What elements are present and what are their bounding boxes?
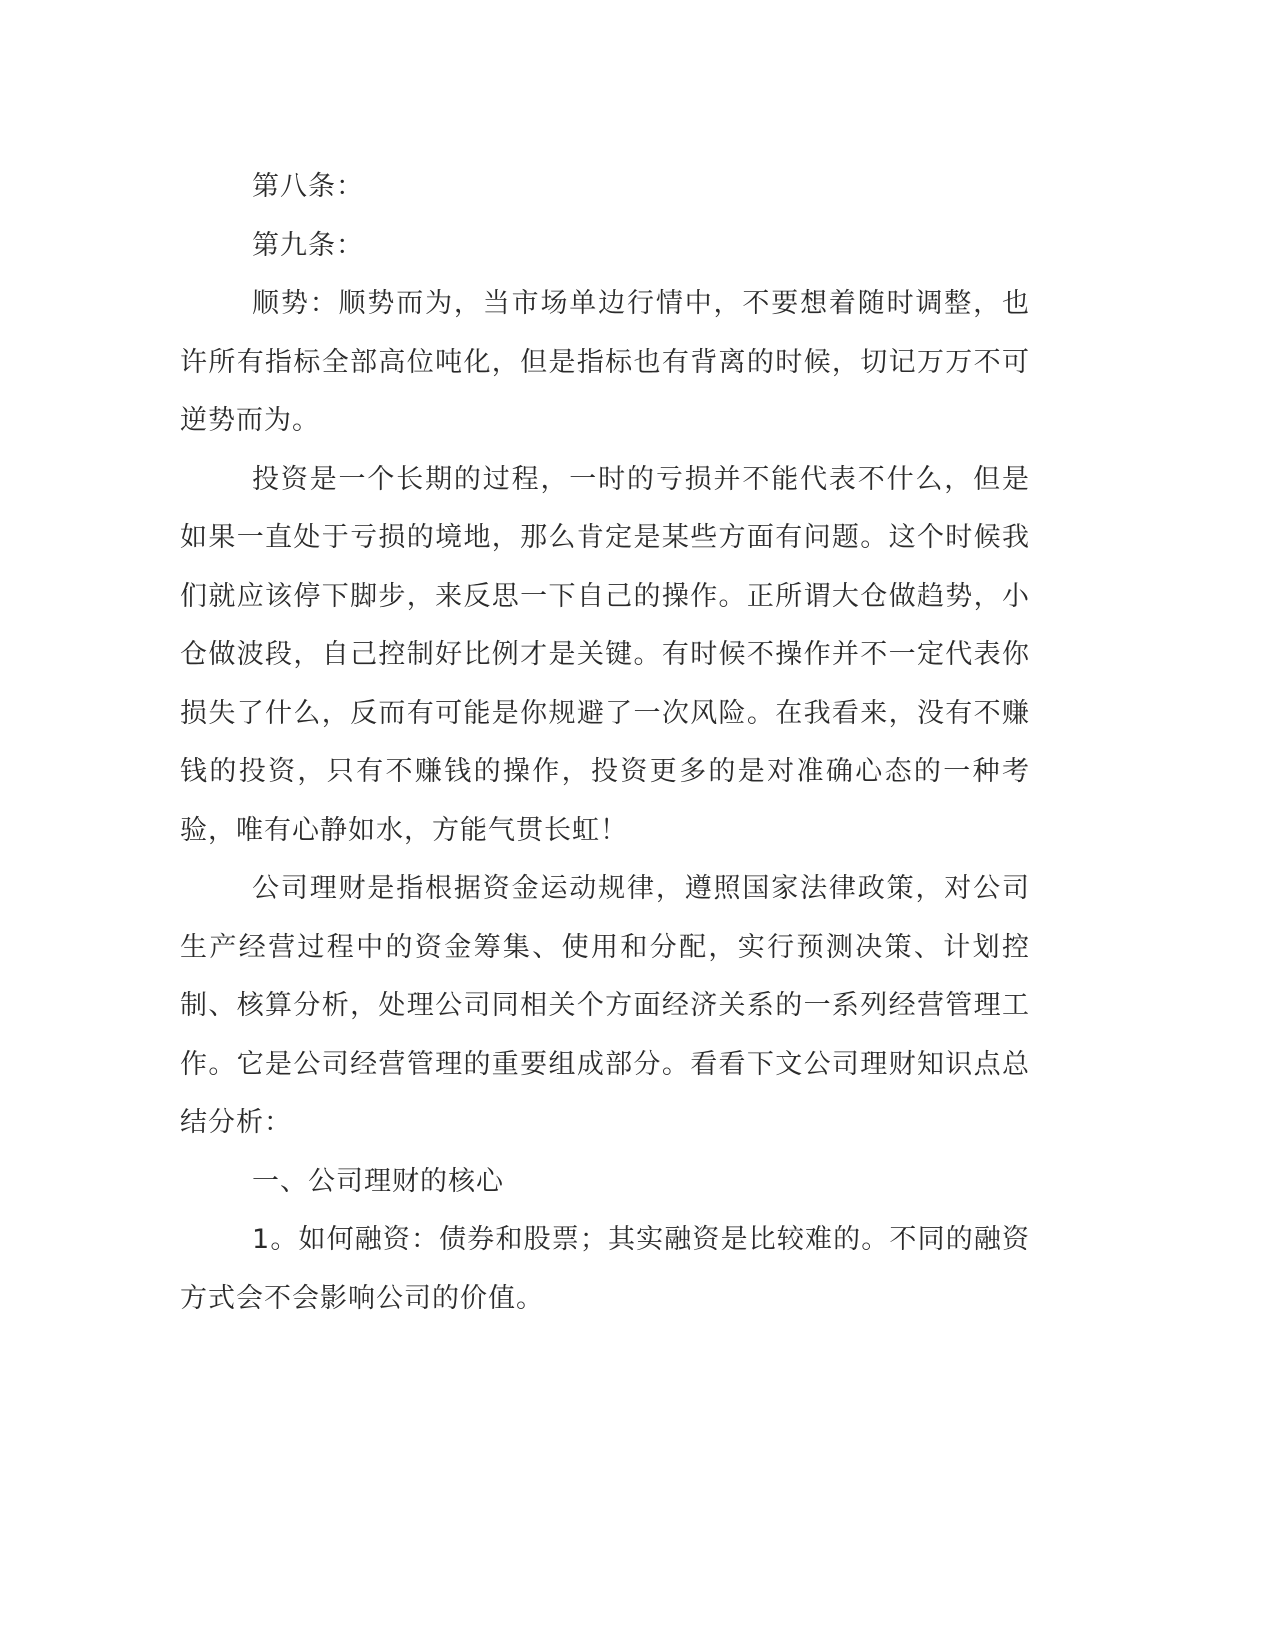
document-body (180, 158, 1030, 1328)
financing-paragraph: 1。如何融资：债券和股票；其实融资是比较难的。不同的融资方式会不会影响公司的价值。 (180, 1224, 1030, 1314)
article-9-heading: 第九条： (252, 229, 364, 261)
corporate-finance-paragraph: 公司理财是指根据资金运动规律，遵照国家法律政策，对公司生产经营过程中的资金筹集、使用和分配，实行预测决策、计划控制、核算分析，处理公司同相关个方面经济关系的一系列经营管理工作。它是公司经营管理的重要组成部分。看看下文公司理财知识点总结分析： (180, 873, 1030, 1138)
trend-paragraph: 顺势：顺势而为，当市场单边行情中，不要想着随时调整，也许所有指标全部高位吨化，但是指标也有背离的时候，切记万万不可逆势而为。 (180, 288, 1030, 436)
investment-paragraph: 投资是一个长期的过程，一时的亏损并不能代表不什么，但是如果一直处于亏损的境地，那么肯定是某些方面有问题。这个时候我们就应该停下脚步，来反思一下自己的操作。正所谓大仓做趋势，小仓做波段，自己控制好比例才是关键。有时候不操作并不一定代表你损失了什么，反而有可能是你规避了一次风险。在我看来，没有不赚钱的投资，只有不赚钱的操作，投资更多的是对准确心态的一种考验，唯有心静如水，方能气贯长虹！ (180, 463, 1030, 846)
article-8-heading: 第八条： (252, 171, 364, 202)
section-heading-core: 一、公司理财的核心 (252, 1165, 504, 1197)
